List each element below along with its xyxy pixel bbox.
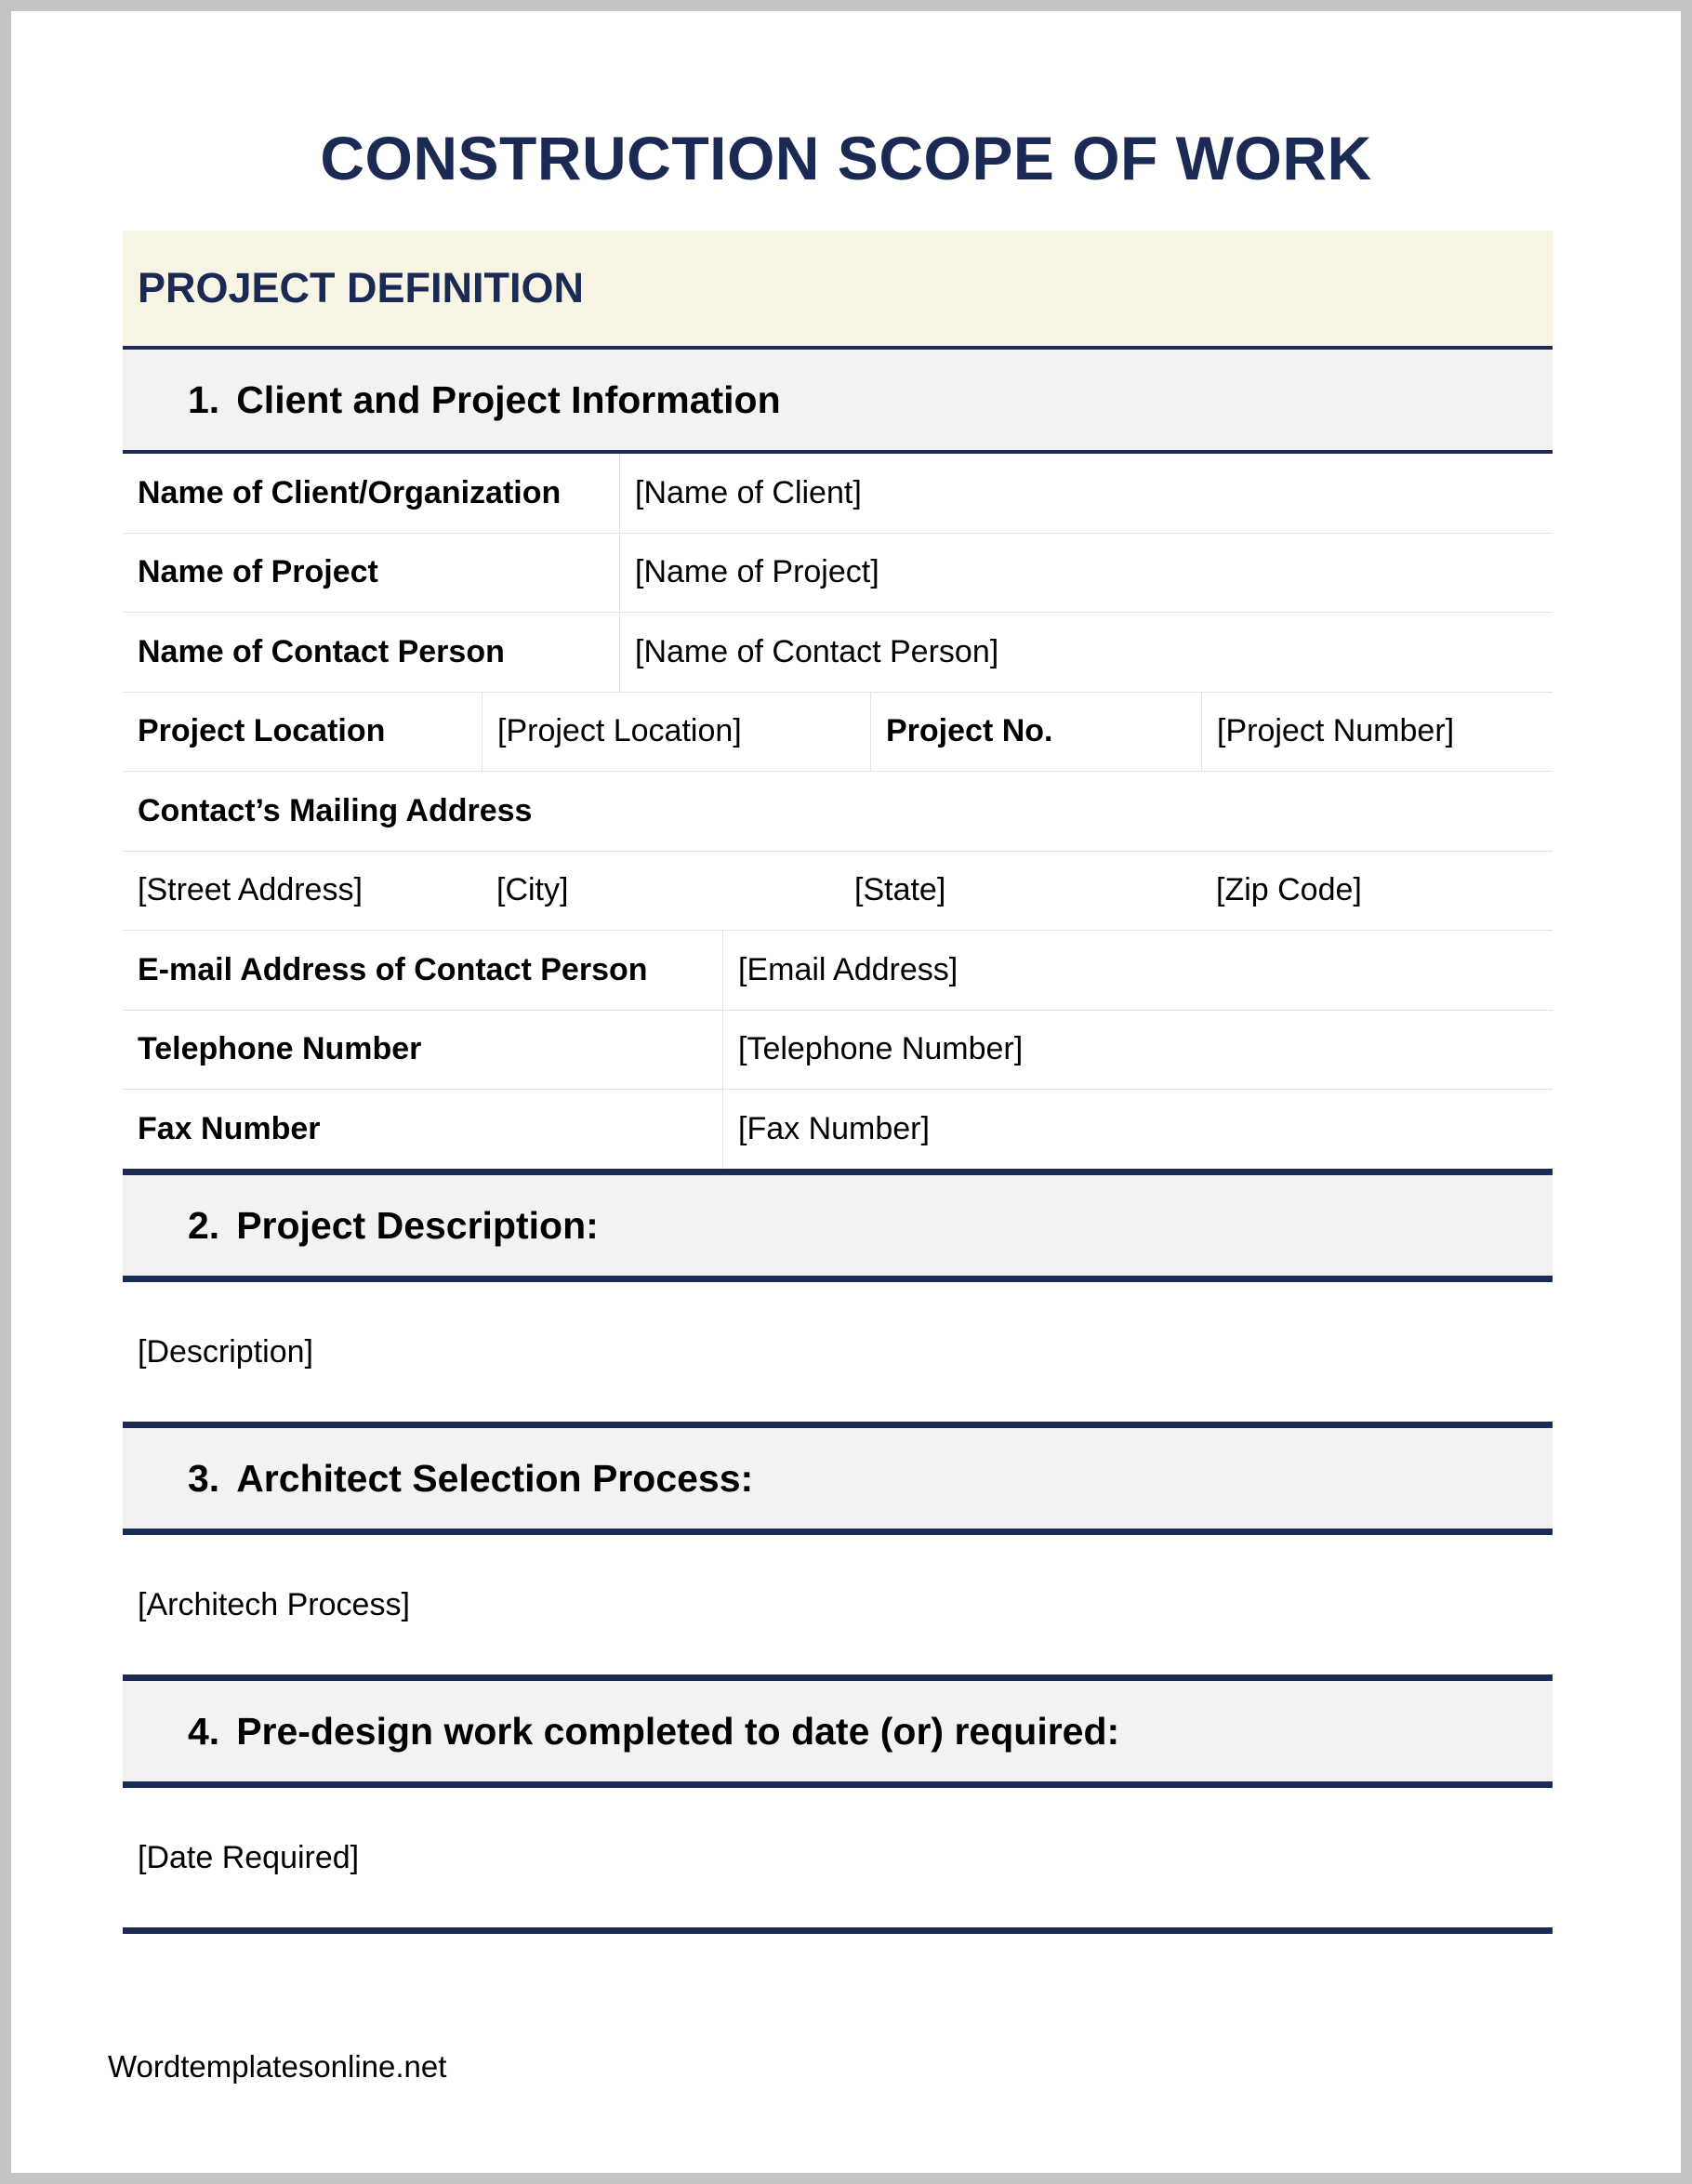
section-number: 4. — [188, 1709, 220, 1753]
contact-row — [123, 613, 1553, 693]
architect-process-field[interactable]: [Architech Process] — [138, 1586, 410, 1622]
section-client-info-header — [123, 350, 1553, 454]
address-fields-row — [123, 852, 1553, 932]
location-row — [123, 693, 1553, 773]
location-label: Project Location — [138, 713, 386, 749]
phone-row — [123, 1011, 1553, 1091]
mailing-address-row — [123, 772, 1553, 852]
state-field[interactable]: [State] — [854, 872, 946, 908]
project-number-label: Project No. — [870, 693, 1201, 772]
project-field[interactable]: [Name of Project] — [619, 534, 1553, 613]
project-row — [123, 534, 1553, 614]
document-title: CONSTRUCTION SCOPE OF WORK — [320, 124, 1372, 192]
footer-source: Wordtemplatesonline.net — [108, 2049, 447, 2084]
section-architect-header — [123, 1422, 1553, 1535]
client-row — [123, 454, 1553, 534]
fax-field[interactable]: [Fax Number] — [722, 1090, 1553, 1169]
project-number-field[interactable]: [Project Number] — [1201, 693, 1553, 772]
section-number: 3. — [188, 1456, 220, 1500]
phone-label: Telephone Number — [138, 1031, 422, 1067]
date-required-field[interactable]: [Date Required] — [123, 1788, 1553, 1934]
zip-field[interactable]: [Zip Code] — [1216, 872, 1362, 908]
scope-form — [123, 231, 1553, 1934]
email-field[interactable]: [Email Address] — [722, 931, 1553, 1010]
fax-label: Fax Number — [138, 1111, 321, 1146]
section-number: 2. — [188, 1203, 220, 1247]
description-field[interactable]: [Description] — [138, 1333, 313, 1370]
project-label: Name of Project — [138, 554, 378, 590]
city-field[interactable]: [City] — [496, 872, 569, 908]
section-description-header — [123, 1169, 1553, 1282]
client-field[interactable]: [Name of Client] — [619, 454, 1553, 533]
section-title: Client and Project Information — [236, 377, 781, 421]
project-definition-header: PROJECT DEFINITION — [123, 231, 1553, 350]
document-page — [11, 11, 1681, 2173]
location-field[interactable]: [Project Location] — [482, 693, 870, 772]
mailing-address-label: Contact’s Mailing Address — [138, 792, 533, 828]
contact-field[interactable]: [Name of Contact Person] — [619, 613, 1553, 692]
contact-label: Name of Contact Person — [138, 633, 505, 669]
section-title: Pre-design work completed to date (or) required: — [236, 1709, 1120, 1753]
section-title: Project Description: — [236, 1203, 599, 1247]
email-row — [123, 931, 1553, 1011]
street-field[interactable]: [Street Address] — [138, 872, 363, 908]
fax-row — [123, 1090, 1553, 1169]
phone-field[interactable]: [Telephone Number] — [722, 1011, 1553, 1090]
section-title: Architect Selection Process: — [236, 1456, 754, 1500]
section-number: 1. — [188, 377, 220, 421]
client-label: Name of Client/Organization — [138, 474, 562, 510]
email-label: E-mail Address of Contact Person — [138, 951, 648, 987]
section-predesign-header — [123, 1674, 1553, 1788]
